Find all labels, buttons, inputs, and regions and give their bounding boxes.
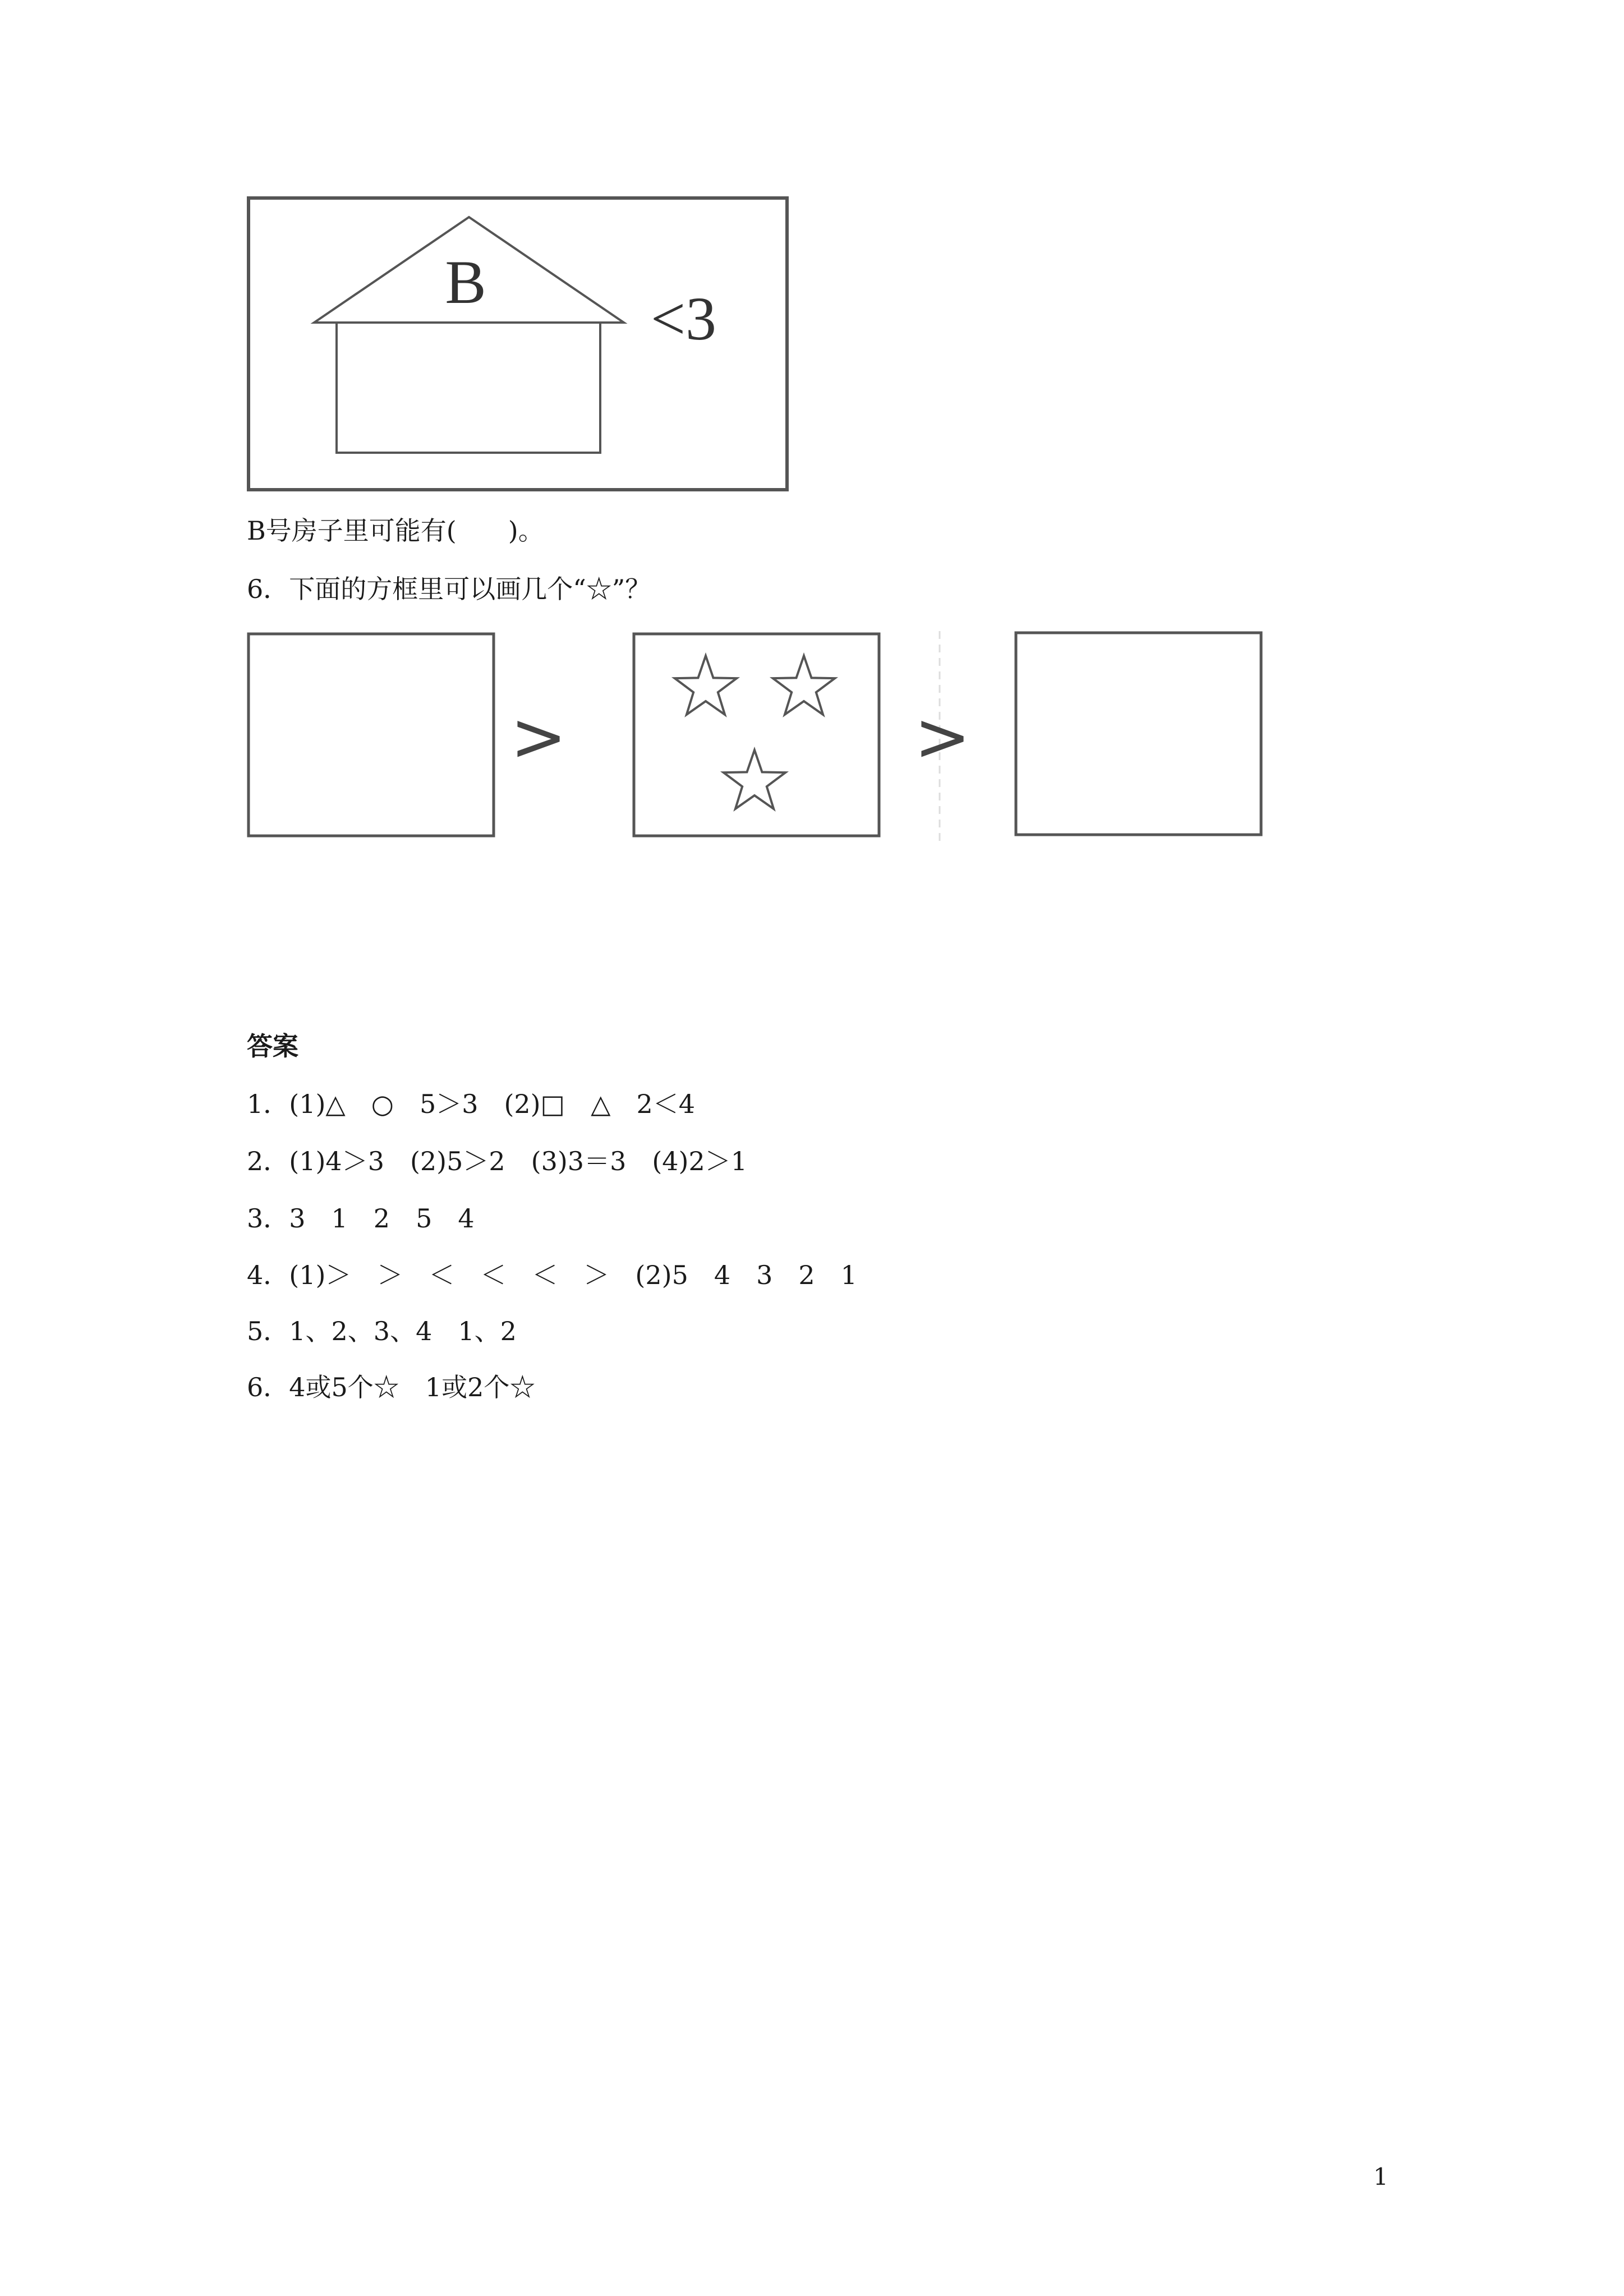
- answer-line-1: 1．(1)△ ○ 5＞3 (2)□ △ 2＜4: [247, 1089, 696, 1119]
- page-number: 1: [1373, 2163, 1388, 2191]
- q6-question: 6．下面的方框里可以画几个“☆”？: [247, 574, 651, 604]
- star-icon: [773, 656, 835, 715]
- greater-sign-right: >: [914, 698, 971, 776]
- greater-sign-left: >: [510, 698, 567, 776]
- stars-comparison-figure: [247, 631, 1273, 844]
- house-figure: [247, 196, 797, 494]
- house-comparison: <3: [651, 284, 717, 353]
- answer-box-right: [1016, 633, 1261, 835]
- q5-question: B号房子里可能有( )。: [247, 516, 544, 546]
- star-icon: [675, 656, 737, 715]
- answers-heading: 答案: [247, 1031, 298, 1061]
- answer-line-5: 5．1、2、3、4 1、2: [247, 1316, 517, 1346]
- answer-line-3: 3．3 1 2 5 4: [247, 1203, 475, 1234]
- house-body: [337, 323, 600, 453]
- star-box: [634, 634, 879, 836]
- house-letter: B: [445, 248, 486, 316]
- answer-line-4: 4．(1)＞ ＞ ＜ ＜ ＜ ＞ (2)5 4 3 2 1: [247, 1260, 857, 1290]
- star-icon: [724, 750, 785, 809]
- answer-box-left: [249, 634, 494, 836]
- answer-line-6: 6．4或5个☆ 1或2个☆: [247, 1372, 536, 1402]
- answer-line-2: 2．(1)4＞3 (2)5＞2 (3)3＝3 (4)2＞1: [247, 1146, 748, 1176]
